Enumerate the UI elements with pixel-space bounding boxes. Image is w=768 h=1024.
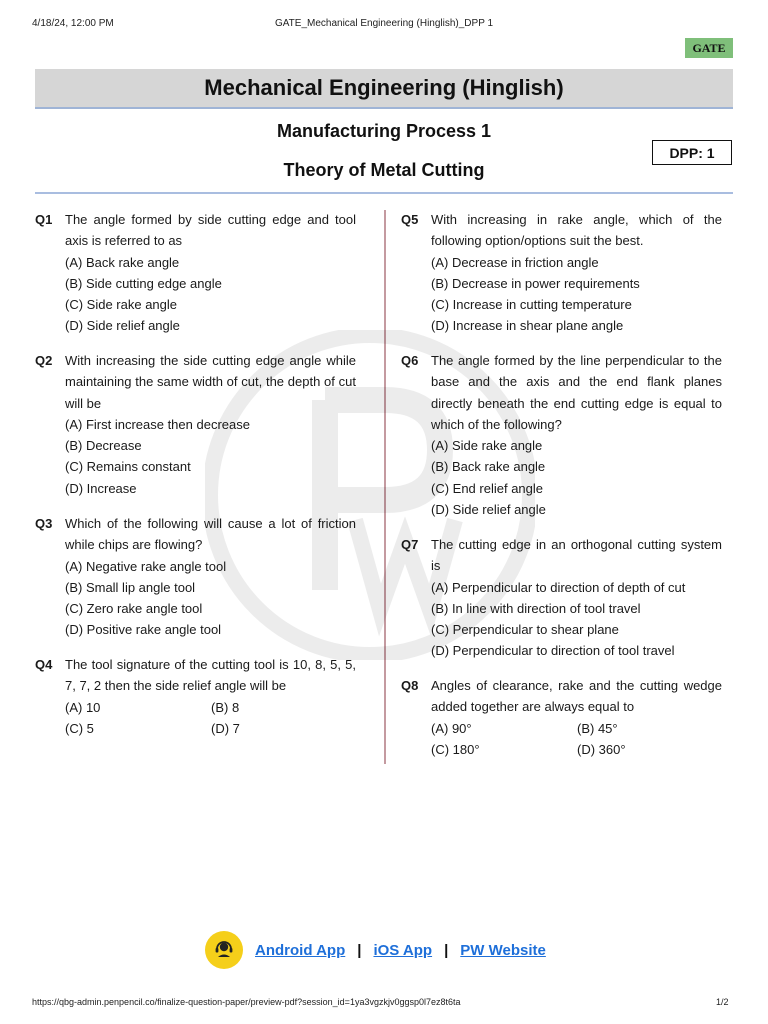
- question-number: Q6: [401, 353, 419, 368]
- option: (A) Decrease in friction angle: [431, 254, 599, 270]
- option: (C) Side rake angle: [65, 297, 177, 313]
- option: (C) Perpendicular to shear plane: [431, 622, 619, 638]
- option: (A) 10: [65, 699, 101, 715]
- option: (C) Increase in cutting temperature: [431, 297, 632, 313]
- option: (D) Perpendicular to direction of tool travel: [431, 643, 675, 659]
- print-url: https://qbg-admin.penpencil.co/finalize-question-paper/preview-pdf?session_id=1ya3vgzkjv0ggsp0l7ez8t6ta: [32, 997, 461, 1007]
- print-doc-title: GATE_Mechanical Engineering (Hinglish)_DPP 1: [274, 18, 494, 29]
- question-text: With increasing the side cutting edge angle while maintaining the same width of cut, the depth of cut will be: [65, 353, 356, 411]
- option: (C) Remains constant: [65, 459, 191, 475]
- header-rule: [35, 192, 733, 194]
- option: (A) Back rake angle: [65, 254, 180, 270]
- option: (C) End relief angle: [431, 480, 543, 496]
- question-text: The tool signature of the cutting tool is 10, 8, 5, 5, 7, 7, 2 then the side relief angle will be: [65, 657, 356, 694]
- option: (B) Decrease: [65, 438, 142, 454]
- pw-website-link[interactable]: PW Website: [460, 941, 546, 959]
- option: (C) 180°: [431, 741, 480, 757]
- option: (D) 7: [211, 720, 240, 736]
- question-number: Q7: [401, 537, 419, 552]
- option: (A) Side rake angle: [431, 438, 543, 454]
- question-number: Q2: [35, 353, 53, 368]
- link-separator: |: [444, 941, 449, 959]
- option: (B) Small lip angle tool: [65, 579, 196, 595]
- option: (A) 90°: [431, 720, 472, 736]
- option: (B) In line with direction of tool travel: [431, 600, 641, 616]
- option: (B) 8: [211, 699, 240, 715]
- print-page-number: 1/2: [716, 997, 729, 1007]
- dpp-box: DPP: 1: [652, 140, 732, 165]
- link-separator: |: [357, 941, 362, 959]
- option: (D) Side relief angle: [431, 502, 546, 518]
- option: (A) Negative rake angle tool: [65, 558, 227, 574]
- android-app-link[interactable]: Android App: [255, 941, 346, 959]
- question-number: Q3: [35, 516, 53, 531]
- question-text: The angle formed by side cutting edge and tool axis is referred to as: [65, 212, 356, 249]
- question-text: Angles of clearance, rake and the cutting wedge added together are always equal to: [431, 678, 722, 715]
- print-datetime: 4/18/24, 12:00 PM: [32, 18, 114, 29]
- option: (A) First increase then decrease: [65, 416, 250, 432]
- gate-badge: GATE: [685, 38, 733, 58]
- option: (D) Increase in shear plane angle: [431, 318, 624, 334]
- option: (D) Increase: [65, 480, 137, 496]
- option: (A) Perpendicular to direction of depth of cut: [431, 579, 686, 595]
- question-number: Q5: [401, 212, 419, 227]
- question-number: Q1: [35, 212, 53, 227]
- subject-heading: Manufacturing Process 1: [276, 121, 492, 141]
- page-title: Mechanical Engineering (Hinglish): [35, 69, 733, 109]
- option: (D) Positive rake angle tool: [65, 622, 222, 638]
- option: (C) 5: [65, 720, 94, 736]
- option: (B) Decrease in power requirements: [431, 275, 640, 291]
- question-text: The angle formed by the line perpendicular to the base and the axis and the end flank planes directly beneath the end cutting edge is equal to which of the following?: [431, 353, 722, 432]
- topic-heading: Theory of Metal Cutting: [283, 160, 485, 180]
- question-text: The cutting edge in an orthogonal cutting system is: [431, 537, 722, 574]
- question-number: Q8: [401, 678, 419, 693]
- question-text: Which of the following will cause a lot of friction while chips are flowing?: [65, 516, 356, 553]
- footer-links: [205, 932, 546, 968]
- option: (D) Side relief angle: [65, 318, 180, 334]
- option: (C) Zero rake angle tool: [65, 601, 203, 617]
- ios-app-link[interactable]: iOS App: [373, 941, 433, 959]
- question-number: Q4: [35, 657, 53, 672]
- option: (B) 45°: [577, 720, 618, 736]
- option: (B) Side cutting edge angle: [65, 275, 222, 291]
- option: (B) Back rake angle: [431, 459, 546, 475]
- question-text: With increasing in rake angle, which of the following option/options suit the best.: [431, 212, 722, 249]
- customer-service-icon[interactable]: [205, 931, 243, 969]
- option: (D) 360°: [577, 741, 626, 757]
